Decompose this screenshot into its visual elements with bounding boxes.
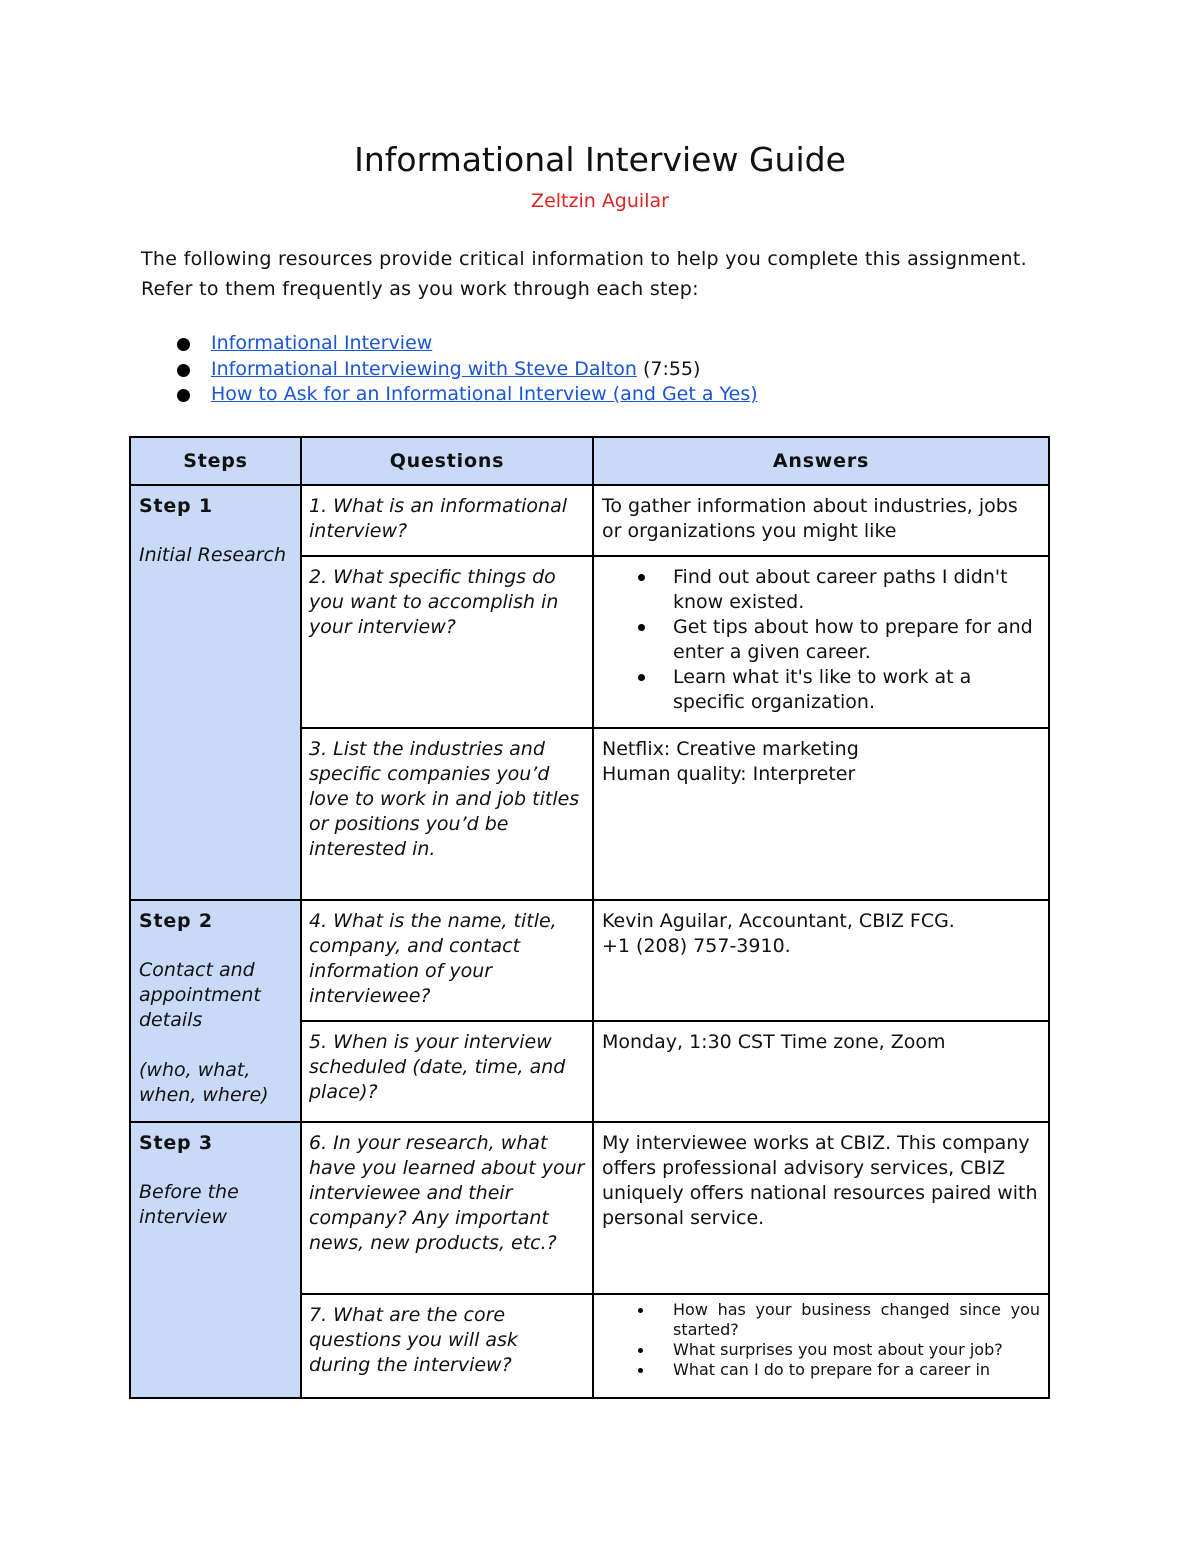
question-cell: 4. What is the name, title, company, and contact information of your interviewee? [301, 900, 593, 1021]
bullet-icon [177, 389, 190, 402]
step-cell [130, 1122, 301, 1398]
resource-item [175, 357, 758, 383]
list-item [602, 665, 1040, 715]
answer-cell [593, 1294, 1049, 1398]
interview-guide-table [129, 436, 1050, 1399]
bullet-icon [638, 674, 645, 681]
answer-cell [593, 556, 1049, 728]
step-description: Before the interview [139, 1181, 239, 1228]
list-item-text: Learn what it's like to work at a specific organization. [673, 666, 972, 713]
step-note: (who, what, when, where) [139, 1059, 269, 1106]
step-title: Step 2 [139, 910, 213, 932]
bullet-icon [177, 364, 190, 377]
author-name: Zeltzin Aguilar [531, 190, 669, 212]
list-item-text: Get tips about how to prepare for and enter a given career. [673, 616, 1033, 663]
question-cell: 2. What specific things do you want to accomplish in your interview? [301, 556, 593, 728]
list-item [602, 565, 1040, 615]
question-cell: 1. What is an informational interview? [301, 485, 593, 556]
step-description: Initial Research [139, 544, 287, 566]
list-item [602, 1360, 1040, 1380]
table-row [130, 900, 1049, 1021]
header-steps: Steps [130, 437, 301, 485]
answer-cell [593, 728, 1049, 900]
question-cell: 6. In your research, what have you learned about your interviewee and their company? Any important news, new products, etc.? [301, 1122, 593, 1294]
step-cell [130, 485, 301, 900]
list-item [602, 1340, 1040, 1360]
answer-cell: To gather information about industries, jobs or organizations you might like [593, 485, 1049, 556]
resource-duration: (7:55) [636, 357, 701, 380]
table-header-row [130, 437, 1049, 485]
step-title: Step 3 [139, 1132, 213, 1154]
header-answers: Answers [593, 437, 1049, 485]
resource-item [175, 382, 758, 408]
answer-list [602, 1300, 1040, 1380]
step-description: Contact and appointment details [139, 959, 261, 1031]
answer-cell: Monday, 1:30 CST Time zone, Zoom [593, 1021, 1049, 1122]
resource-link-informational-interview[interactable]: Informational Interview [211, 332, 433, 354]
answer-list [602, 565, 1040, 715]
list-item [602, 1300, 1040, 1340]
bullet-icon [638, 1308, 643, 1313]
answer-cell: My interviewee works at CBIZ. This company offers professional advisory services, CBIZ uniquely offers national resources paired with personal service. [593, 1122, 1049, 1294]
list-item-text: Find out about career paths I didn't know existed. [673, 566, 1008, 613]
header-questions: Questions [301, 437, 593, 485]
list-item-text: What surprises you most about your job? [673, 1340, 1003, 1359]
step-title: Step 1 [139, 495, 213, 517]
question-cell: 3. List the industries and specific companies you’d love to work in and job titles or positions you’d be interested in. [301, 728, 593, 900]
question-cell: 5. When is your interview scheduled (date, time, and place)? [301, 1021, 593, 1122]
answer-line: Netflix: Creative marketing [602, 738, 859, 760]
answer-cell [593, 900, 1049, 1021]
list-item [602, 615, 1040, 665]
list-item-text: What can I do to prepare for a career in [673, 1360, 991, 1379]
resource-item [175, 331, 758, 357]
resource-link-steve-dalton[interactable]: Informational Interviewing with Steve Dalton [211, 357, 637, 380]
resource-link-how-to-ask[interactable]: How to Ask for an Informational Interview (and Get a Yes) [211, 383, 758, 405]
answer-line: Human quality: Interpreter [602, 763, 856, 785]
table-row [130, 485, 1049, 556]
table-row [130, 1122, 1049, 1294]
answer-line: +1 (208) 757-3910. [602, 935, 791, 957]
answer-line: Kevin Aguilar, Accountant, CBIZ FCG. [602, 910, 955, 932]
resource-list [175, 331, 758, 408]
page-title: Informational Interview Guide [354, 140, 846, 179]
bullet-icon [638, 1368, 643, 1373]
bullet-icon [638, 624, 645, 631]
intro-paragraph: The following resources provide critical information to help you complete this assignment. Refer to them frequently as you work through each step: [141, 248, 1027, 300]
bullet-icon [638, 574, 645, 581]
list-item-text: How has your business changed since you started? [673, 1300, 1040, 1339]
step-cell [130, 900, 301, 1122]
question-cell: 7. What are the core questions you will ask during the interview? [301, 1294, 593, 1398]
bullet-icon [638, 1348, 643, 1353]
bullet-icon [177, 338, 190, 351]
